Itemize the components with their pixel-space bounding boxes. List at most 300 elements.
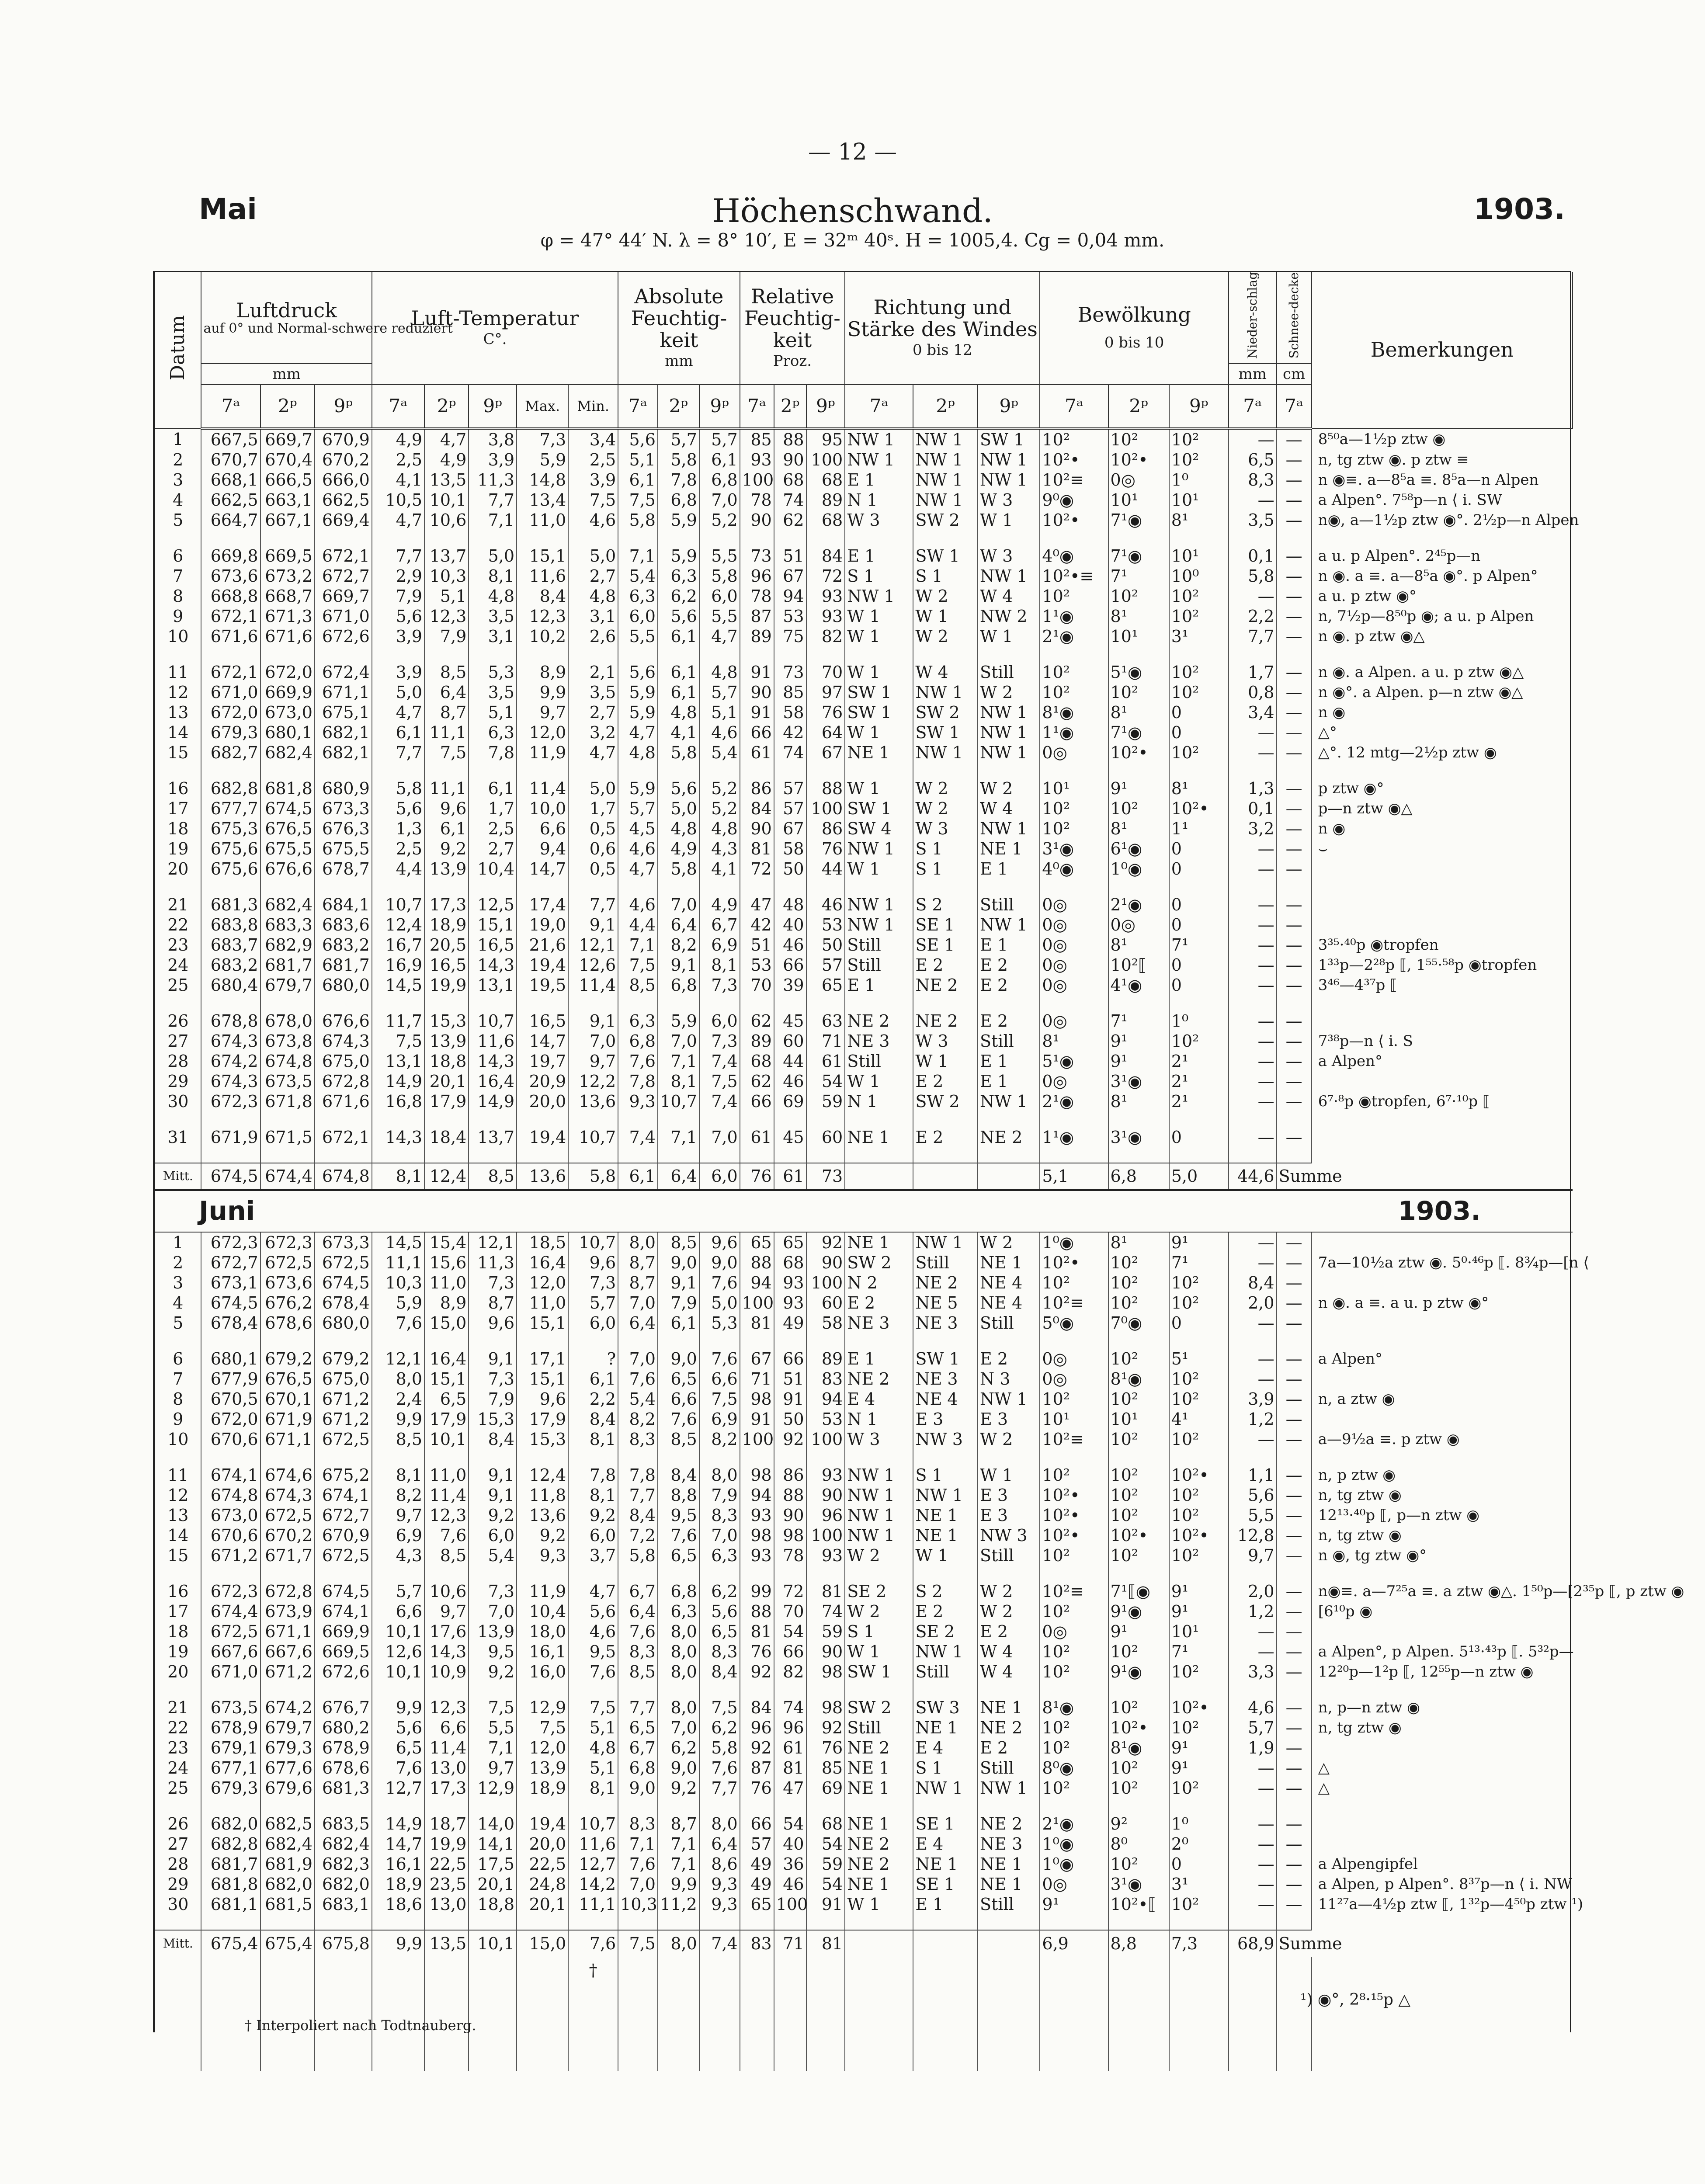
cell-schneedecke: — <box>1277 702 1312 722</box>
cell-niederschlag: — <box>1229 975 1277 995</box>
cell-druck-7a: 671,0 <box>201 1662 260 1682</box>
cell-temp-min: ? <box>568 1349 618 1369</box>
cell-relf-9p: 64 <box>806 722 845 743</box>
cell-temp-min: 9,6 <box>568 1253 618 1273</box>
cell-day: 19 <box>155 839 201 859</box>
term-2p: 2ᵖ <box>424 385 469 428</box>
cell-bew-9p: 0 <box>1169 955 1229 975</box>
cell-druck-7a: 672,3 <box>201 1232 260 1253</box>
spacer-cell <box>806 1566 845 1581</box>
spacer-cell <box>1108 646 1169 662</box>
cell-bew-7a: 8¹ <box>1040 1031 1108 1051</box>
cell-relf-2p: 65 <box>774 1232 806 1253</box>
spacer-cell <box>618 1798 658 1814</box>
cell-relf-7a: 99 <box>740 1581 774 1601</box>
cell-temp-7a: 2,4 <box>372 1389 424 1409</box>
spacer-cell <box>806 879 845 895</box>
cell-temp-min: 6,1 <box>568 1369 618 1389</box>
cell-druck-7a: 670,6 <box>201 1429 260 1449</box>
cell-temp-max: 14,8 <box>517 470 568 490</box>
cell-temp-2p: 20,5 <box>424 935 469 955</box>
cell-druck-7a: 668,8 <box>201 586 260 606</box>
cell-absf-9p: 7,9 <box>699 1485 740 1505</box>
cell-temp-7a: 4,7 <box>372 510 424 530</box>
spacer-cell <box>372 1566 424 1581</box>
cell-wind-2p: E 4 <box>913 1738 978 1758</box>
cell-relf-2p: 94 <box>774 586 806 606</box>
col-schneedecke: Schnee-decke <box>1277 272 1312 364</box>
cell-druck-9p: 682,1 <box>315 722 372 743</box>
cell-absf-2p: 8,0 <box>658 1642 699 1662</box>
cell-temp-max: 16,0 <box>517 1662 568 1682</box>
cell-relf-2p: 62 <box>774 510 806 530</box>
cell-bew-9p: 0 <box>1169 975 1229 995</box>
cell-wind-9p: Still <box>978 1894 1040 1914</box>
cell-relf-7a: 66 <box>740 722 774 743</box>
cell-relf-2p: 46 <box>774 935 806 955</box>
cell-temp-max: 11,0 <box>517 510 568 530</box>
cell-schneedecke: — <box>1277 839 1312 859</box>
cell-relf-9p: 90 <box>806 1485 845 1505</box>
cell-druck-7a: 678,9 <box>201 1718 260 1738</box>
cell-day: 13 <box>155 1505 201 1525</box>
cell-druck-9p: 683,5 <box>315 1814 372 1834</box>
cell-bew-9p: 10²• <box>1169 799 1229 819</box>
cell-druck-7a: 662,5 <box>201 490 260 510</box>
cell-temp-9p: 14,3 <box>469 1051 517 1071</box>
cell-temp-max: 19,0 <box>517 915 568 935</box>
cell-bemerkung <box>1312 1127 1573 1147</box>
cell-temp-max: 12,4 <box>517 1465 568 1485</box>
cell-absf-9p: 9,0 <box>699 1253 740 1273</box>
cell-druck-2p: 672,3 <box>260 1232 315 1253</box>
cell-temp-2p: 17,3 <box>424 1778 469 1798</box>
cell-schneedecke: — <box>1277 1894 1312 1914</box>
cell-temp-2p: 6,1 <box>424 819 469 839</box>
spacer-cell <box>568 1333 618 1349</box>
spacer-cell <box>424 879 469 895</box>
spacer-cell <box>1169 1957 1229 1983</box>
spacer-cell <box>155 646 201 662</box>
cell-druck-7a: 675,4 <box>201 1930 260 1957</box>
cell-temp-7a: 13,1 <box>372 1051 424 1071</box>
cell-wind-2p: NW 1 <box>913 470 978 490</box>
cell-bemerkung: a Alpen° <box>1318 1350 1383 1368</box>
cell-relf-2p: 81 <box>774 1758 806 1778</box>
cell-temp-9p: 10,7 <box>469 1011 517 1031</box>
cell-day: 26 <box>155 1011 201 1031</box>
cell-relf-9p: 95 <box>806 428 845 450</box>
cell-temp-2p: 12,3 <box>424 606 469 626</box>
cell-bew-9p: 10² <box>1169 1485 1229 1505</box>
cell-relf-7a: 71 <box>740 1369 774 1389</box>
cell-bew-9p: 1⁰ <box>1169 1814 1229 1834</box>
cell-bew-9p: 10² <box>1169 1429 1229 1449</box>
spacer-cell <box>372 1798 424 1814</box>
spacer-cell <box>978 1957 1040 1983</box>
cell-relf-9p: 76 <box>806 839 845 859</box>
cell-absf-9p: 5,2 <box>699 799 740 819</box>
cell-bew-2p: 10²⟦ <box>1108 955 1169 975</box>
table-row <box>155 1738 1573 1758</box>
cell-bemerkung: n ◉. a Alpen. a u. p ztw ◉△ <box>1318 663 1524 681</box>
cell-absf-7a: 4,6 <box>618 839 658 859</box>
cell-druck-2p: 679,2 <box>260 1349 315 1369</box>
cell-wind-2p: SE 1 <box>913 1874 978 1894</box>
spacer-cell <box>1312 1333 1573 1349</box>
cell-druck-9p: 675,1 <box>315 702 372 722</box>
cell-wind-2p: NE 2 <box>913 1011 978 1031</box>
spacer-cell <box>315 1147 372 1163</box>
cell-day: 5 <box>155 1313 201 1333</box>
cell-druck-2p: 673,8 <box>260 1031 315 1051</box>
cell-temp-7a: 4,3 <box>372 1545 424 1566</box>
cell-temp-min: 12,2 <box>568 1071 618 1091</box>
cell-bew-7a: 9⁰◉ <box>1040 490 1108 510</box>
cell-relf-9p: 86 <box>806 819 845 839</box>
cell-bew-7a: 10² <box>1040 1545 1108 1566</box>
cell-temp-min: 0,5 <box>568 819 618 839</box>
cell-absf-9p: 4,8 <box>699 662 740 682</box>
cell-bew-2p: 10² <box>1108 586 1169 606</box>
cell-relf-7a: 78 <box>740 586 774 606</box>
spacer-cell <box>1277 1566 1312 1581</box>
cell-absf-9p: 7,0 <box>699 490 740 510</box>
cell-schneedecke: — <box>1277 1011 1312 1031</box>
cell-bew-7a: 9¹ <box>1040 1894 1108 1914</box>
cell-bew-2p: 10²• <box>1108 1718 1169 1738</box>
cell-bemerkung: n ◉°. a Alpen. p—n ztw ◉△ <box>1318 683 1523 701</box>
cell-absf-9p: 9,3 <box>699 1894 740 1914</box>
cell-wind-7a: W 1 <box>845 859 913 879</box>
cell-absf-2p: 9,1 <box>658 955 699 975</box>
cell-relf-9p: 72 <box>806 566 845 586</box>
cell-schneedecke: Summe <box>1277 1930 1312 1957</box>
spacer-cell <box>372 646 424 662</box>
cell-temp-max: 18,5 <box>517 1232 568 1253</box>
spacer-cell <box>201 646 260 662</box>
cell-bew-9p: 9¹ <box>1169 1232 1229 1253</box>
cell-relf-9p: 84 <box>806 546 845 566</box>
cell-absf-2p: 5,9 <box>658 546 699 566</box>
cell-bew-2p: 5¹◉ <box>1108 662 1169 682</box>
cell-temp-2p: 7,9 <box>424 626 469 646</box>
cell-wind-2p: W 1 <box>913 1545 978 1566</box>
cell-temp-2p: 15,1 <box>424 1369 469 1389</box>
spacer-cell <box>424 530 469 546</box>
cell-temp-max: 17,9 <box>517 1409 568 1429</box>
cell-temp-min: 7,5 <box>568 1698 618 1718</box>
cell-relf-2p: 73 <box>774 662 806 682</box>
cell-wind-2p: NE 5 <box>913 1293 978 1313</box>
cell-niederschlag: 1,7 <box>1229 662 1277 682</box>
cell-temp-7a: 7,9 <box>372 586 424 606</box>
cell-wind-9p: NW 2 <box>978 606 1040 626</box>
term-min: Min. <box>568 385 618 428</box>
cell-niederschlag: — <box>1229 1313 1277 1333</box>
cell-bew-2p: 10² <box>1108 428 1169 450</box>
cell-relf-2p: 61 <box>774 1163 806 1190</box>
cell-schneedecke: — <box>1277 955 1312 975</box>
cell-temp-min: 12,7 <box>568 1854 618 1874</box>
cell-relf-2p: 44 <box>774 1051 806 1071</box>
cell-temp-7a: 7,6 <box>372 1758 424 1778</box>
cell-absf-9p: 8,6 <box>699 1854 740 1874</box>
cell-absf-2p: 7,0 <box>658 1718 699 1738</box>
spacer-cell <box>424 1333 469 1349</box>
table-row <box>155 490 1573 510</box>
cell-druck-9p: 683,6 <box>315 915 372 935</box>
cell-temp-max: 7,3 <box>517 428 568 450</box>
cell-relf-7a: 51 <box>740 935 774 955</box>
cell-bew-7a: 8⁰◉ <box>1040 1758 1108 1778</box>
cell-druck-2p: 671,1 <box>260 1622 315 1642</box>
cell-relf-7a: 92 <box>740 1662 774 1682</box>
cell-temp-2p: 13,7 <box>424 546 469 566</box>
cell-relf-9p: 89 <box>806 1349 845 1369</box>
spacer-cell <box>1312 1914 1573 1930</box>
table-row <box>155 1854 1573 1874</box>
cell-temp-min: 2,7 <box>568 702 618 722</box>
cell-druck-9p: 672,5 <box>315 1429 372 1449</box>
cell-druck-9p: 675,2 <box>315 1465 372 1485</box>
cell-temp-9p: 8,5 <box>469 1163 517 1190</box>
cell-wind-2p: NW 1 <box>913 1778 978 1798</box>
spacer-cell <box>978 1914 1040 1930</box>
cell-temp-2p: 18,8 <box>424 1051 469 1071</box>
cell-schneedecke: — <box>1277 1091 1312 1111</box>
cell-druck-2p: 678,6 <box>260 1313 315 1333</box>
cell-bemerkung <box>1312 1738 1573 1758</box>
cell-temp-7a: 6,6 <box>372 1601 424 1622</box>
table-row <box>155 1232 1573 1253</box>
cell-absf-7a: 5,4 <box>618 566 658 586</box>
cell-absf-7a: 9,0 <box>618 1778 658 1798</box>
cell-bemerkung: n, p ztw ◉ <box>1318 1466 1396 1484</box>
cell-wind-9p: NW 1 <box>978 1778 1040 1798</box>
cell-temp-max: 5,9 <box>517 450 568 470</box>
table-row <box>155 1429 1573 1449</box>
cell-bew-7a: 10² <box>1040 586 1108 606</box>
cell-druck-7a: 673,1 <box>201 1273 260 1293</box>
cell-relf-7a: 92 <box>740 1738 774 1758</box>
spacer-cell <box>740 1147 774 1163</box>
cell-temp-7a: 14,7 <box>372 1834 424 1854</box>
cell-absf-9p: 7,0 <box>699 1127 740 1147</box>
cell-day: 29 <box>155 1874 201 1894</box>
cell-bew-7a: 6,9 <box>1040 1930 1108 1957</box>
cell-temp-min: 2,7 <box>568 566 618 586</box>
cell-relf-7a: 68 <box>740 1051 774 1071</box>
cell-absf-9p: 6,4 <box>699 1834 740 1854</box>
cell-bew-9p: 2¹ <box>1169 1071 1229 1091</box>
cell-relf-7a: 93 <box>740 1545 774 1566</box>
cell-bew-7a: 10² <box>1040 1662 1108 1682</box>
cell-temp-9p: 8,4 <box>469 1429 517 1449</box>
cell-wind-9p: W 2 <box>978 778 1040 799</box>
cell-day: 1 <box>155 1232 201 1253</box>
cell-temp-7a: 5,0 <box>372 682 424 702</box>
cell-relf-7a: 70 <box>740 975 774 995</box>
cell-temp-9p: 7,1 <box>469 1738 517 1758</box>
cell-bew-9p: 0 <box>1169 915 1229 935</box>
cell-niederschlag: — <box>1229 1778 1277 1798</box>
cell-relf-9p: 58 <box>806 1313 845 1333</box>
spacer-cell <box>740 1333 774 1349</box>
cell-bemerkung: n, tg ztw ◉ <box>1318 1719 1402 1736</box>
cell-absf-2p: 8,2 <box>658 935 699 955</box>
cell-druck-2p: 679,7 <box>260 975 315 995</box>
cell-druck-7a: 664,7 <box>201 510 260 530</box>
cell-bew-7a: 0◎ <box>1040 895 1108 915</box>
cell-absf-9p: 5,1 <box>699 702 740 722</box>
table-row <box>155 743 1573 763</box>
cell-absf-7a: 6,7 <box>618 1581 658 1601</box>
spacer-cell <box>424 646 469 662</box>
spacer-cell <box>260 1566 315 1581</box>
cell-bew-2p: 1⁰◉ <box>1108 859 1169 879</box>
cell-relf-7a: 87 <box>740 1758 774 1778</box>
cell-absf-7a: 8,5 <box>618 1662 658 1682</box>
cell-relf-7a: 49 <box>740 1874 774 1894</box>
cell-relf-9p: 57 <box>806 955 845 975</box>
cell-druck-7a: 673,6 <box>201 566 260 586</box>
spacer-cell <box>1229 1983 1277 2071</box>
station-title: Höchenschwand. <box>712 192 993 230</box>
cell-wind-7a: W 1 <box>845 778 913 799</box>
cell-druck-9p: 672,7 <box>315 1505 372 1525</box>
cell-absf-2p: 6,3 <box>658 1601 699 1622</box>
cell-absf-7a: 8,7 <box>618 1273 658 1293</box>
cell-temp-max: 19,4 <box>517 1127 568 1147</box>
cell-absf-7a: 4,4 <box>618 915 658 935</box>
cell-day: 18 <box>155 1622 201 1642</box>
table-row <box>155 1369 1573 1389</box>
cell-bew-9p: 0 <box>1169 839 1229 859</box>
cell-temp-7a: 4,9 <box>372 428 424 450</box>
cell-schneedecke: — <box>1277 1874 1312 1894</box>
cell-relf-9p: 100 <box>806 799 845 819</box>
cell-niederschlag: — <box>1229 490 1277 510</box>
cell-wind-2p: NW 1 <box>913 450 978 470</box>
spacer-cell <box>806 1798 845 1814</box>
cell-bew-9p: 7¹ <box>1169 1253 1229 1273</box>
cell-temp-9p: 9,2 <box>469 1662 517 1682</box>
cell-absf-9p: 4,1 <box>699 859 740 879</box>
cell-niederschlag: 68,9 <box>1229 1930 1277 1957</box>
cell-temp-9p: 15,3 <box>469 1409 517 1429</box>
cell-wind-9p: E 2 <box>978 1622 1040 1642</box>
cell-bew-9p: 10² <box>1169 1505 1229 1525</box>
cell-temp-2p: 10,6 <box>424 1581 469 1601</box>
cell-druck-9p: 676,3 <box>315 819 372 839</box>
cell-wind-9p: NE 2 <box>978 1127 1040 1147</box>
cell-wind-2p: NE 1 <box>913 1505 978 1525</box>
cell-relf-2p: 67 <box>774 819 806 839</box>
cell-absf-2p: 6,6 <box>658 1389 699 1409</box>
cell-druck-2p: 672,5 <box>260 1505 315 1525</box>
cell-wind-7a: W 1 <box>845 1894 913 1914</box>
spacer-cell <box>372 879 424 895</box>
spacer-cell <box>978 763 1040 778</box>
cell-schneedecke: — <box>1277 626 1312 646</box>
cell-wind-9p: NE 1 <box>978 1874 1040 1894</box>
cell-bemerkung <box>1312 1273 1573 1293</box>
cell-absf-7a: 7,6 <box>618 1051 658 1071</box>
spacer-cell <box>260 763 315 778</box>
cell-schneedecke: — <box>1277 1429 1312 1449</box>
spacer-cell <box>1169 646 1229 662</box>
cell-temp-2p: 15,0 <box>424 1313 469 1333</box>
spacer-cell <box>1277 1333 1312 1349</box>
cell-druck-7a: 682,0 <box>201 1814 260 1834</box>
cell-absf-7a: 7,7 <box>618 1698 658 1718</box>
spacer-cell <box>315 1111 372 1127</box>
cell-temp-9p: 3,5 <box>469 606 517 626</box>
table-row <box>155 1601 1573 1622</box>
cell-wind-7a: SW 2 <box>845 1698 913 1718</box>
cell-wind-9p: E 3 <box>978 1485 1040 1505</box>
spacer-cell <box>845 879 913 895</box>
cell-druck-2p: 669,9 <box>260 682 315 702</box>
cell-druck-7a: 674,4 <box>201 1601 260 1622</box>
cell-temp-min: 12,6 <box>568 955 618 975</box>
cell-day: 1 <box>155 428 201 450</box>
cell-schneedecke: — <box>1277 1051 1312 1071</box>
cell-temp-max: 9,6 <box>517 1389 568 1409</box>
term-7a: 7ᵃ <box>372 385 424 428</box>
juni-remark-footnote: ¹) ◉°, 2⁸·¹⁵p △ <box>1300 1991 1411 2009</box>
cell-druck-7a: 667,5 <box>201 428 260 450</box>
cell-schneedecke: — <box>1277 510 1312 530</box>
cell-wind-7a: NW 1 <box>845 1505 913 1525</box>
spacer-cell <box>806 1147 845 1163</box>
cell-relf-7a: 93 <box>740 1505 774 1525</box>
cell-bemerkung <box>1312 895 1573 915</box>
cell-relf-9p: 82 <box>806 626 845 646</box>
cell-druck-9p: 679,2 <box>315 1349 372 1369</box>
cell-absf-2p: 6,8 <box>658 490 699 510</box>
cell-temp-min: 9,5 <box>568 1642 618 1662</box>
cell-wind-9p: E 2 <box>978 1349 1040 1369</box>
cell-absf-2p: 5,9 <box>658 510 699 530</box>
spacer-cell <box>699 1449 740 1465</box>
cell-absf-9p: 8,2 <box>699 1429 740 1449</box>
cell-bew-7a: 10² <box>1040 1718 1108 1738</box>
cell-niederschlag: 8,3 <box>1229 470 1277 490</box>
cell-temp-9p: 7,5 <box>469 1698 517 1718</box>
cell-bew-2p: 3¹◉ <box>1108 1071 1169 1091</box>
spacer-cell <box>913 1983 978 2071</box>
cell-schneedecke: — <box>1277 1253 1312 1273</box>
cell-wind-2p: NE 3 <box>913 1369 978 1389</box>
spacer-cell <box>469 1914 517 1930</box>
cell-bemerkung: 3³⁵·⁴⁰p ◉tropfen <box>1318 936 1439 954</box>
cell-relf-2p: 58 <box>774 839 806 859</box>
cell-bew-2p: 10¹ <box>1108 490 1169 510</box>
cell-bemerkung: 6⁷·⁸p ◉tropfen, 6⁷·¹⁰p ⟦ <box>1318 1092 1490 1110</box>
cell-relf-7a: 78 <box>740 490 774 510</box>
cell-absf-7a: 7,5 <box>618 490 658 510</box>
cell-bew-2p: 8⁰ <box>1108 1834 1169 1854</box>
cell-absf-7a: 7,5 <box>618 955 658 975</box>
cell-temp-2p: 23,5 <box>424 1874 469 1894</box>
spacer-cell <box>978 1566 1040 1581</box>
cell-schneedecke: — <box>1277 1273 1312 1293</box>
spacer-cell <box>1277 1798 1312 1814</box>
cell-relf-9p: 76 <box>806 702 845 722</box>
spacer-cell <box>913 1914 978 1930</box>
